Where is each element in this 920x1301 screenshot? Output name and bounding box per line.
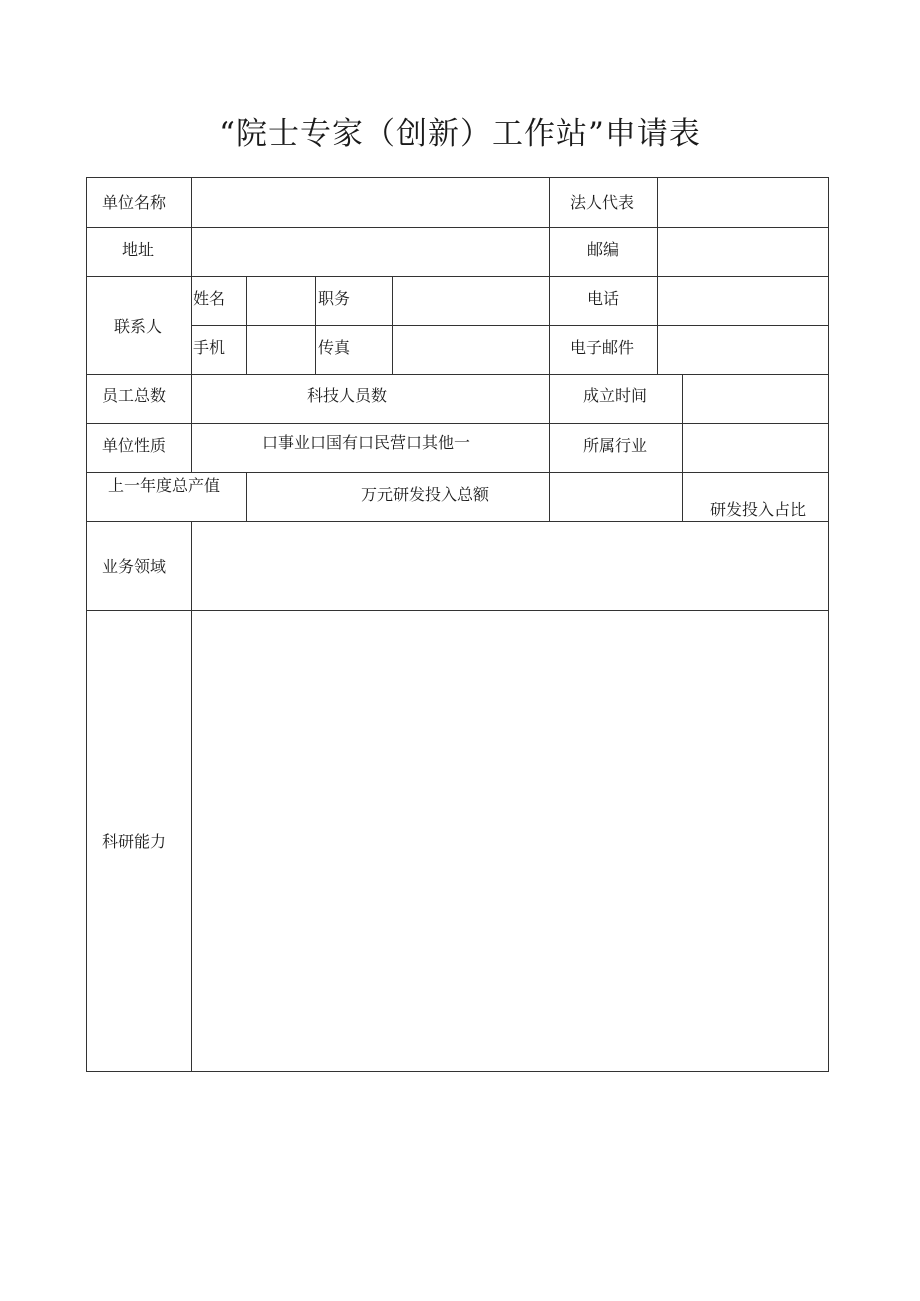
founded-label: 成立时间 [583, 386, 648, 405]
research-capacity-field[interactable] [192, 611, 828, 1071]
industry-label: 所属行业 [583, 436, 648, 455]
unit-nature-label: 单位性质 [102, 436, 167, 455]
address-field[interactable] [192, 228, 549, 276]
position-label: 职务 [318, 289, 351, 308]
phone-field[interactable] [658, 277, 828, 325]
contact-label: 联系人 [114, 317, 163, 336]
rd-total-label: 万元研发投入总额 [361, 485, 490, 504]
contact-position-field[interactable] [393, 277, 549, 325]
unit-name-label: 单位名称 [102, 193, 167, 212]
address-label: 地址 [122, 240, 155, 259]
fax-field[interactable] [393, 326, 549, 374]
tech-staff-field[interactable] [393, 375, 549, 423]
legal-rep-field[interactable] [658, 178, 828, 227]
rd-ratio-label: 研发投入占比 [710, 500, 807, 519]
founded-field[interactable] [683, 375, 828, 423]
unit-name-field[interactable] [192, 178, 549, 227]
col-divider [549, 177, 550, 521]
table-border-left [86, 177, 87, 1072]
mobile-label: 手机 [193, 338, 226, 357]
industry-field[interactable] [683, 424, 828, 472]
email-label: 电子邮件 [570, 338, 635, 357]
business-area-field[interactable] [192, 522, 828, 610]
tech-staff-label: 科技人员数 [307, 386, 388, 405]
rd-total-field[interactable] [550, 473, 682, 521]
total-staff-field[interactable] [192, 375, 302, 423]
business-area-label: 业务领域 [102, 557, 167, 576]
postcode-label: 邮编 [587, 240, 620, 259]
legal-rep-label: 法人代表 [570, 193, 635, 212]
table-border-right [828, 177, 829, 1072]
contact-name-field[interactable] [247, 277, 315, 325]
unit-nature-options[interactable]: 口事业口国有口民营口其他一 [262, 433, 471, 452]
table-border-bottom [86, 1071, 829, 1072]
fax-label: 传真 [318, 338, 351, 357]
row-divider [86, 472, 829, 473]
col-divider [682, 472, 683, 521]
postcode-field[interactable] [658, 228, 828, 276]
col-divider [315, 276, 316, 375]
col-divider [246, 472, 247, 521]
research-capacity-label: 科研能力 [102, 832, 167, 851]
mobile-field[interactable] [247, 326, 315, 374]
phone-label: 电话 [587, 289, 620, 308]
name-label: 姓名 [193, 289, 226, 308]
email-field[interactable] [658, 326, 828, 374]
total-staff-label: 员工总数 [102, 386, 167, 405]
last-year-output-label: 上一年度总产值 [108, 476, 221, 495]
form-title: “院士专家（创新）工作站”申请表 [219, 116, 701, 152]
